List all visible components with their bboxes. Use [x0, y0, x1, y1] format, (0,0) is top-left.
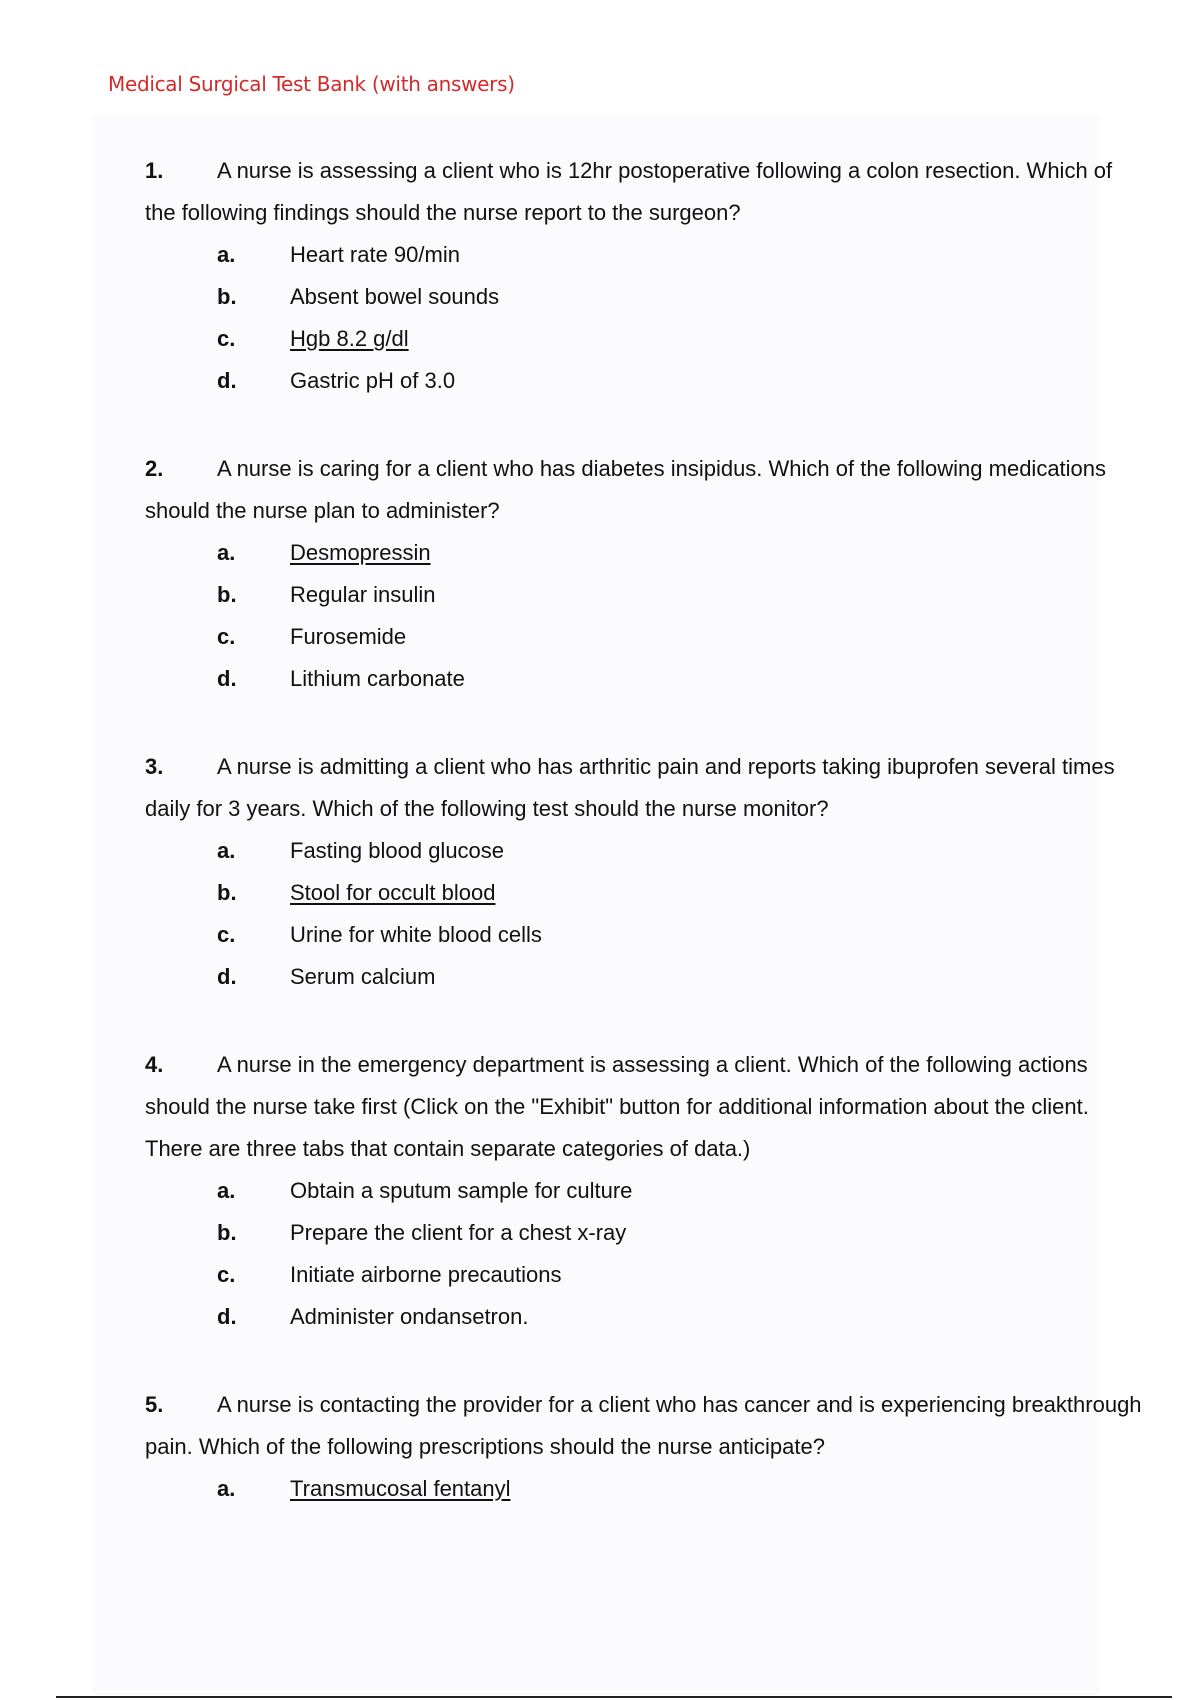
option-text: Obtain a sputum sample for culture [290, 1178, 633, 1203]
answer-options [145, 1468, 1145, 1510]
option-text: Regular insulin [290, 582, 436, 607]
answer-option[interactable] [145, 532, 1145, 574]
option-letter: d. [217, 1304, 237, 1329]
option-text: Gastric pH of 3.0 [290, 368, 456, 393]
option-text: Heart rate 90/min [290, 242, 460, 267]
question-number: 2. [145, 456, 164, 481]
question-text: A nurse is admitting a client who has arthritic pain and reports taking ibuprofen several times daily for 3 years. Which of the following test should the nurse monitor? [145, 754, 1115, 821]
question-4 [145, 1044, 1145, 1338]
answer-option[interactable] [145, 574, 1145, 616]
option-letter: b. [217, 582, 237, 607]
correct-answer-text: Hgb 8.2 g/dl [290, 326, 409, 351]
option-text: Administer ondansetron. [290, 1304, 529, 1329]
option-letter: d. [217, 666, 237, 691]
question-number: 5. [145, 1392, 164, 1417]
question-5 [145, 1384, 1145, 1510]
answer-option[interactable] [145, 276, 1145, 318]
answer-option[interactable] [145, 872, 1145, 914]
answer-option[interactable] [145, 658, 1145, 700]
question-number: 4. [145, 1052, 164, 1077]
question-stem [145, 1384, 1145, 1468]
question-text: A nurse is assessing a client who is 12hr postoperative following a colon resection. Which of the following findings should the nurse report to the surgeon? [145, 158, 1113, 225]
answer-options [145, 1170, 1145, 1338]
option-text: Lithium carbonate [290, 666, 465, 691]
document-title: Medical Surgical Test Bank (with answers) [108, 72, 515, 96]
question-2 [145, 448, 1145, 700]
footer-divider [56, 1696, 1172, 1698]
question-text: A nurse is contacting the provider for a client who has cancer and is experiencing breakthrough pain. Which of the following prescriptions should the nurse anticipate? [145, 1392, 1142, 1459]
option-text: Urine for white blood cells [290, 922, 542, 947]
question-3 [145, 746, 1145, 998]
option-letter: c. [217, 326, 236, 351]
question-1 [145, 150, 1145, 402]
answer-option[interactable] [145, 830, 1145, 872]
question-stem [145, 746, 1145, 830]
answer-option[interactable] [145, 956, 1145, 998]
option-text: Prepare the client for a chest x-ray [290, 1220, 627, 1245]
option-letter: c. [217, 1262, 236, 1287]
answer-option[interactable] [145, 1468, 1145, 1510]
answer-option[interactable] [145, 616, 1145, 658]
option-text: Furosemide [290, 624, 407, 649]
option-letter: a. [217, 242, 236, 267]
correct-answer-text: Transmucosal fentanyl [290, 1476, 511, 1501]
option-letter: b. [217, 284, 237, 309]
question-text: A nurse in the emergency department is assessing a client. Which of the following actions should the nurse take first (Click on the "Exhibit" button for additional information about the client. There are three tabs that contain separate categories of data.) [145, 1052, 1089, 1161]
question-number: 1. [145, 158, 164, 183]
question-stem [145, 150, 1145, 234]
option-letter: c. [217, 624, 236, 649]
question-list [145, 150, 1145, 1556]
answer-option[interactable] [145, 360, 1145, 402]
option-text: Absent bowel sounds [290, 284, 500, 309]
question-number: 3. [145, 754, 164, 779]
question-text: A nurse is caring for a client who has diabetes insipidus. Which of the following medications should the nurse plan to administer? [145, 456, 1107, 523]
option-letter: a. [217, 1476, 236, 1501]
answer-option[interactable] [145, 1254, 1145, 1296]
option-letter: c. [217, 922, 236, 947]
answer-option[interactable] [145, 1212, 1145, 1254]
answer-option[interactable] [145, 318, 1145, 360]
answer-options [145, 830, 1145, 998]
question-stem [145, 1044, 1145, 1170]
correct-answer-text: Desmopressin [290, 540, 431, 565]
option-letter: d. [217, 964, 237, 989]
option-letter: a. [217, 540, 236, 565]
option-letter: a. [217, 1178, 236, 1203]
option-text: Serum calcium [290, 964, 436, 989]
option-letter: a. [217, 838, 236, 863]
option-text: Initiate airborne precautions [290, 1262, 562, 1287]
answer-options [145, 234, 1145, 402]
answer-option[interactable] [145, 914, 1145, 956]
answer-option[interactable] [145, 1296, 1145, 1338]
correct-answer-text: Stool for occult blood [290, 880, 496, 905]
answer-option[interactable] [145, 234, 1145, 276]
question-stem [145, 448, 1145, 532]
answer-option[interactable] [145, 1170, 1145, 1212]
answer-options [145, 532, 1145, 700]
option-letter: b. [217, 880, 237, 905]
option-letter: d. [217, 368, 237, 393]
option-letter: b. [217, 1220, 237, 1245]
option-text: Fasting blood glucose [290, 838, 505, 863]
